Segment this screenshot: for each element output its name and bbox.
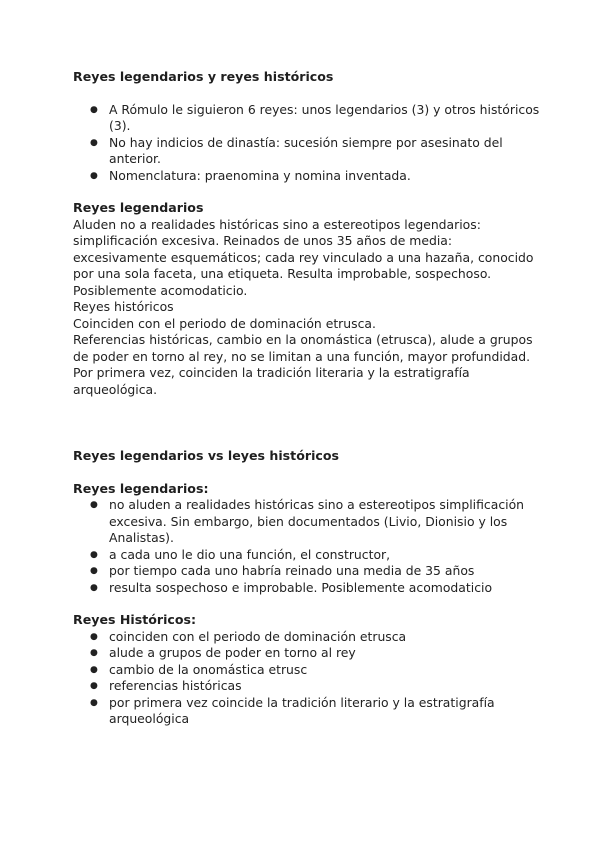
list-item: ● a cada uno le dio una función, el constructor,: [109, 547, 540, 564]
subheading-reyes-historicos-list: Reyes Históricos:: [73, 612, 197, 627]
list-item: ● No hay indicios de dinastía: sucesión siempre por asesinato del anterior.: [109, 135, 540, 168]
paragraph-historicos-1: Coinciden con el periodo de dominación etrusca.: [73, 315, 376, 331]
list-item: ● resulta sospechoso e improbable. Posiblemente acomodaticio: [109, 580, 540, 597]
paragraph-legendarios: Aluden no a realidades históricas sino a estereotipos legendarios: simplificación excesiva. Reinados de unos 35 años de media: excesivamente esquemáticos; cada rey vinculado a una hazaña, conocido por una sola faceta, una etiqueta. Resulta improbable, sospechoso. Posiblemente acomodaticio.: [73, 216, 534, 298]
list-item: ● por tiempo cada uno habría reinado una media de 35 años: [109, 563, 540, 580]
list-item: ● alude a grupos de poder en torno al rey: [109, 645, 540, 662]
section-title-legendarios-y-historicos: Reyes legendarios y reyes históricos: [73, 69, 334, 84]
subheading-reyes-historicos: Reyes históricos: [73, 299, 174, 314]
list-item: ● cambio de la onomástica etrusc: [109, 662, 540, 679]
historicos-bullet-list: [73, 629, 540, 728]
paragraph-historicos-3: Por primera vez, coinciden la tradición literaria y la estratigrafía arqueológica.: [73, 365, 470, 397]
subheading-reyes-legendarios: Reyes legendarios: [73, 200, 204, 215]
list-item: ● por primera vez coincide la tradición literario y la estratigrafía arqueológica: [109, 695, 540, 728]
list-item: ● coinciden con el periodo de dominación etrusca: [109, 629, 540, 646]
subheading-reyes-legendarios-list: Reyes legendarios:: [73, 480, 209, 496]
list-item: ● no aluden a realidades históricas sino a estereotipos simplificación excesiva. Sin embargo, bien documentados (Livio, Dionisio y los Analistas).: [109, 497, 540, 547]
legendarios-bullet-list: [73, 497, 540, 596]
paragraph-historicos-2: Referencias históricas, cambio en la onomástica (etrusca), alude a grupos de poder en torno al rey, no se limitan a una función, mayor profundidad.: [73, 332, 533, 364]
section-title-legendarios-vs-historicos: Reyes legendarios vs leyes históricos: [73, 448, 339, 463]
intro-bullet-list: [73, 102, 540, 185]
list-item: ● A Rómulo le siguieron 6 reyes: unos legendarios (3) y otros históricos (3).: [109, 102, 540, 135]
list-item: ● referencias históricas: [109, 678, 540, 695]
list-item: ● Nomenclatura: praenomina y nomina inventada.: [109, 168, 540, 185]
